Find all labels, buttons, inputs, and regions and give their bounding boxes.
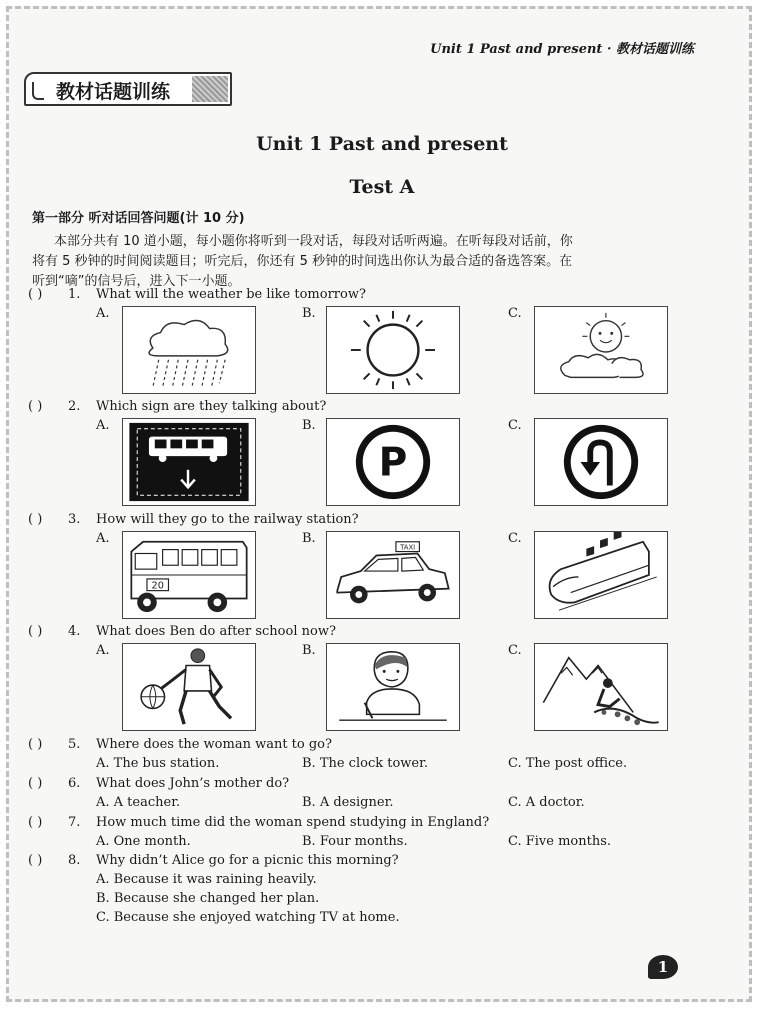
section-tag: [24, 72, 232, 106]
running-header: Unit 1 Past and present · 教材话题训练: [430, 42, 694, 57]
option-b: B. The clock tower.: [302, 756, 429, 771]
option-b: B. A designer.: [302, 795, 394, 810]
taxi-icon: [326, 531, 460, 619]
tag-pattern-icon: [192, 76, 228, 102]
question-number: 3.: [68, 512, 81, 527]
question-text: What does John’s mother do?: [96, 776, 290, 791]
option-a: A. The bus station.: [96, 756, 220, 771]
section-title: 第一部分 听对话回答问题(计 10 分): [32, 211, 245, 226]
parking-letter: P: [378, 440, 408, 486]
instruction-line: 本部分共有 10 道小题，每小题你将听到一段对话，每段对话听两遍。在听每段对话前，你: [54, 234, 573, 249]
option-letter: B.: [302, 418, 316, 433]
answer-blank: ( ): [28, 815, 43, 830]
question-number: 8.: [68, 853, 81, 868]
answer-blank: ( ): [28, 399, 43, 414]
question-number: 2.: [68, 399, 81, 414]
boy-writing-icon: [326, 643, 460, 731]
option-c: C. A doctor.: [508, 795, 585, 810]
instruction-line: 听到“嘀”的信号后，进入下一小题。: [32, 274, 241, 289]
answer-blank: ( ): [28, 287, 43, 302]
option-c: C. The post office.: [508, 756, 628, 771]
question-number: 6.: [68, 776, 81, 791]
question-number: 7.: [68, 815, 81, 830]
question-number: 4.: [68, 624, 81, 639]
bus-number: 20: [151, 580, 164, 592]
unit-title: Unit 1 Past and present: [256, 133, 508, 155]
u-turn-sign-icon: [534, 418, 668, 506]
sun-cloud-icon: [534, 306, 668, 394]
page-number: 1: [648, 955, 678, 979]
question-text: Where does the woman want to go?: [96, 737, 332, 752]
option-letter: A.: [96, 306, 110, 321]
question-number: 5.: [68, 737, 81, 752]
question-text: How will they go to the railway station?: [96, 512, 359, 527]
train-icon: [534, 531, 668, 619]
instruction-line: 将有 5 秒钟的时间阅读题目；听完后，你还有 5 秒钟的时间选出你认为最合适的备选答案。在: [32, 254, 573, 269]
option-letter: A.: [96, 418, 110, 433]
option-letter: A.: [96, 531, 110, 546]
option-c: C. Because she enjoyed watching TV at home.: [96, 910, 400, 925]
option-c: C. Five months.: [508, 834, 612, 849]
option-a: A. Because it was raining heavily.: [96, 872, 317, 887]
answer-blank: ( ): [28, 624, 43, 639]
bus-icon: [122, 531, 256, 619]
option-a: A. A teacher.: [96, 795, 181, 810]
option-letter: B.: [302, 531, 316, 546]
question-text: How much time did the woman spend studying in England?: [96, 815, 490, 830]
rain-cloud-icon: [122, 306, 256, 394]
test-title: Test A: [349, 176, 415, 198]
tag-label: 教材话题训练: [56, 81, 171, 103]
tag-hook-icon: [32, 82, 44, 100]
option-letter: A.: [96, 643, 110, 658]
option-b: B. Four months.: [302, 834, 408, 849]
option-letter: C.: [508, 531, 522, 546]
answer-blank: ( ): [28, 776, 43, 791]
answer-blank: ( ): [28, 737, 43, 752]
option-a: A. One month.: [96, 834, 191, 849]
basketball-player-icon: [122, 643, 256, 731]
answer-blank: ( ): [28, 853, 43, 868]
answer-blank: ( ): [28, 512, 43, 527]
option-b: B. Because she changed her plan.: [96, 891, 320, 906]
option-letter: B.: [302, 306, 316, 321]
taxi-label: TAXI: [400, 543, 416, 552]
question-number: 1.: [68, 287, 81, 302]
question-text: Why didn’t Alice go for a picnic this morning?: [96, 853, 399, 868]
mountain-climbing-icon: [534, 643, 668, 731]
parking-sign-icon: [326, 418, 460, 506]
option-letter: C.: [508, 643, 522, 658]
bus-stop-sign-icon: [122, 418, 256, 506]
question-text: Which sign are they talking about?: [96, 399, 327, 414]
option-letter: C.: [508, 418, 522, 433]
sun-icon: [326, 306, 460, 394]
question-text: What will the weather be like tomorrow?: [96, 287, 366, 302]
option-letter: C.: [508, 306, 522, 321]
question-text: What does Ben do after school now?: [96, 624, 336, 639]
option-letter: B.: [302, 643, 316, 658]
